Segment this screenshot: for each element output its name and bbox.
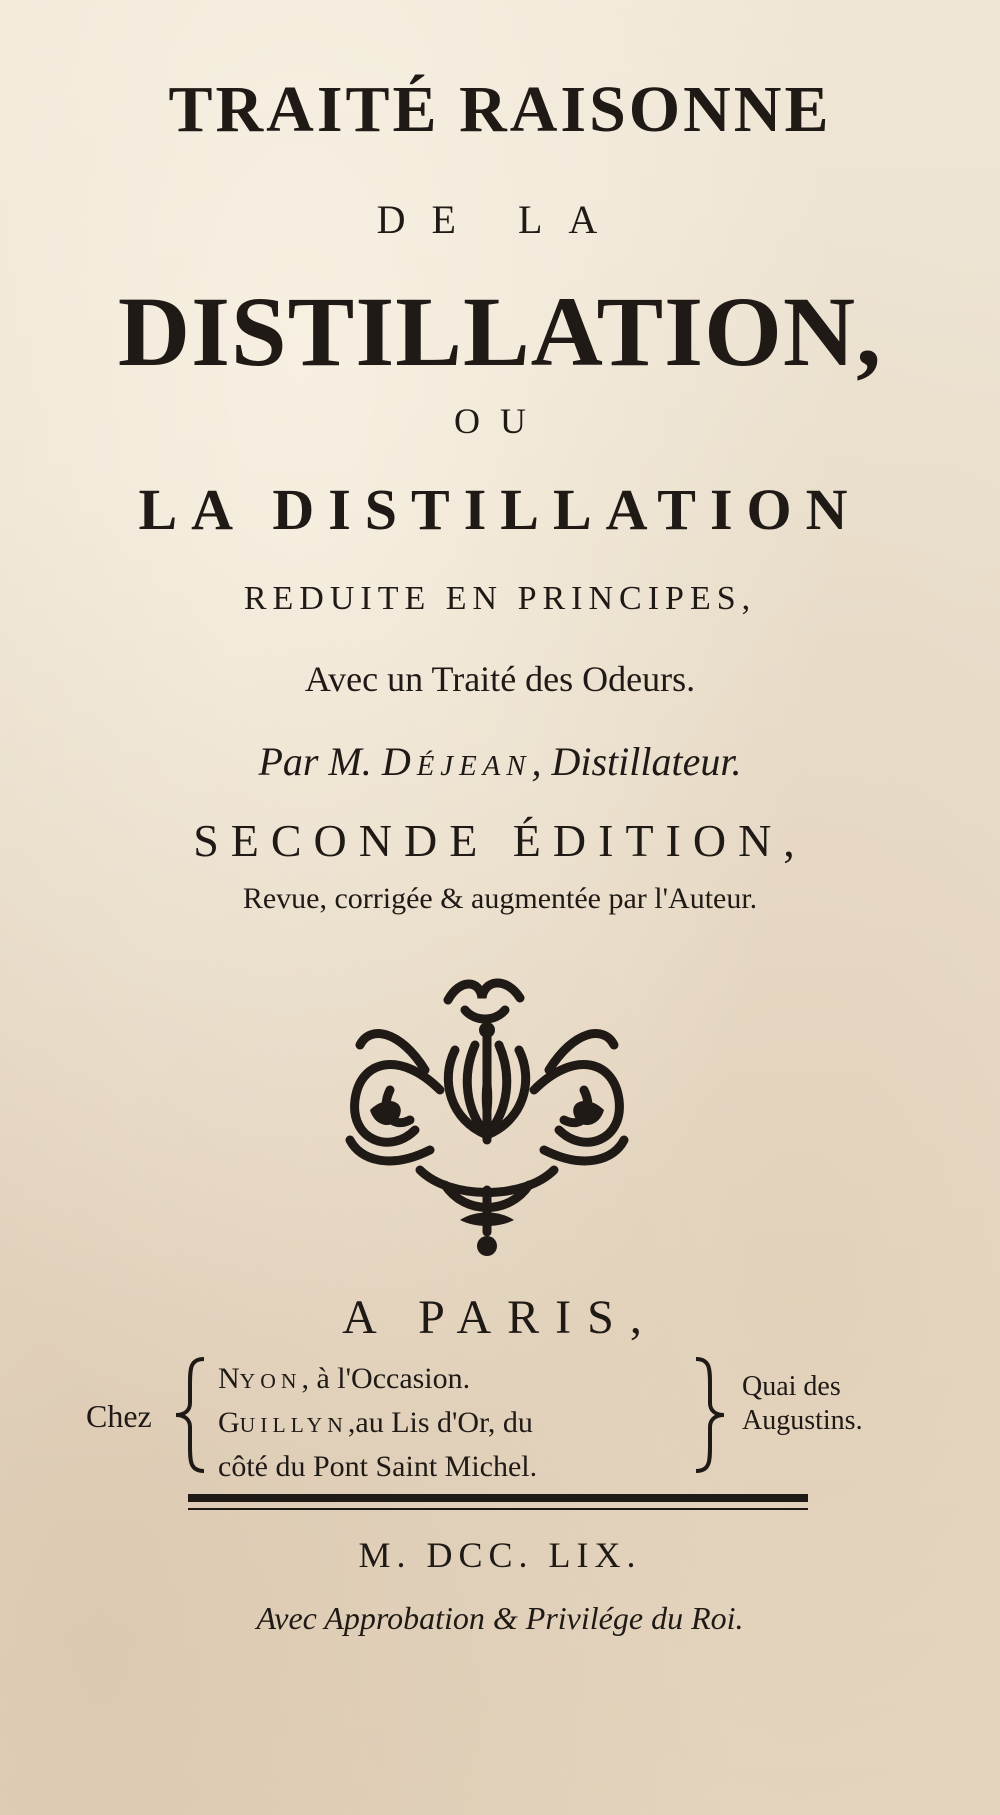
title-odeurs: Avec un Traité des Odeurs. xyxy=(304,659,696,699)
publisher-nyon-place: , à l'Occasion. xyxy=(301,1362,471,1395)
imprint-city: A PARIS, xyxy=(342,1291,658,1344)
author-line xyxy=(0,738,1000,785)
imprint-chez: Chez xyxy=(86,1398,152,1434)
right-brace-icon xyxy=(690,1355,730,1475)
publisher-guillyn-place: ,au Lis d'Or, du xyxy=(347,1406,533,1439)
publisher-guillyn xyxy=(218,1402,537,1446)
title-line-1: TRAITÉ RAISONNE xyxy=(168,73,832,146)
divider-thin xyxy=(188,1508,808,1510)
divider-thick xyxy=(188,1494,808,1502)
author-prefix: Par M. xyxy=(258,739,382,784)
edition-note: Revue, corrigée & augmentée par l'Auteur. xyxy=(242,882,758,915)
author-suffix: , Distillateur. xyxy=(531,739,742,784)
publisher-guillyn-rest: UILLYN xyxy=(239,1413,348,1437)
publication-date: M. DCC. LIX. xyxy=(358,1535,642,1575)
privilege-line: Avec Approbation & Privilége du Roi. xyxy=(256,1600,744,1636)
publisher-nyon xyxy=(218,1358,537,1402)
title-line-2: DE LA xyxy=(376,197,624,242)
imprint-quai xyxy=(742,1370,863,1438)
publisher-nyon-initial: N xyxy=(218,1362,240,1395)
quai-line-2: Augustins. xyxy=(742,1405,863,1436)
title-conjunction: OU xyxy=(454,401,546,441)
publisher-nyon-rest: YON xyxy=(239,1369,302,1393)
title-subtitle: REDUITE EN PRINCIPES, xyxy=(243,580,757,617)
title-main: DISTILLATION, xyxy=(117,276,883,387)
title-alternate: LA DISTILLATION xyxy=(138,477,862,542)
edition-label: SECONDE ÉDITION, xyxy=(193,815,807,866)
publisher-guillyn-initial: G xyxy=(218,1406,240,1439)
author-name-initial: D xyxy=(381,739,417,784)
author-name-rest: ÉJEAN xyxy=(416,750,532,782)
left-brace-icon xyxy=(170,1355,210,1475)
imprint-publishers xyxy=(218,1358,537,1488)
fleuron-ornament-icon xyxy=(330,970,645,1260)
publisher-guillyn-line2: côté du Pont Saint Michel. xyxy=(218,1450,538,1483)
quai-line-1: Quai des xyxy=(742,1371,841,1402)
